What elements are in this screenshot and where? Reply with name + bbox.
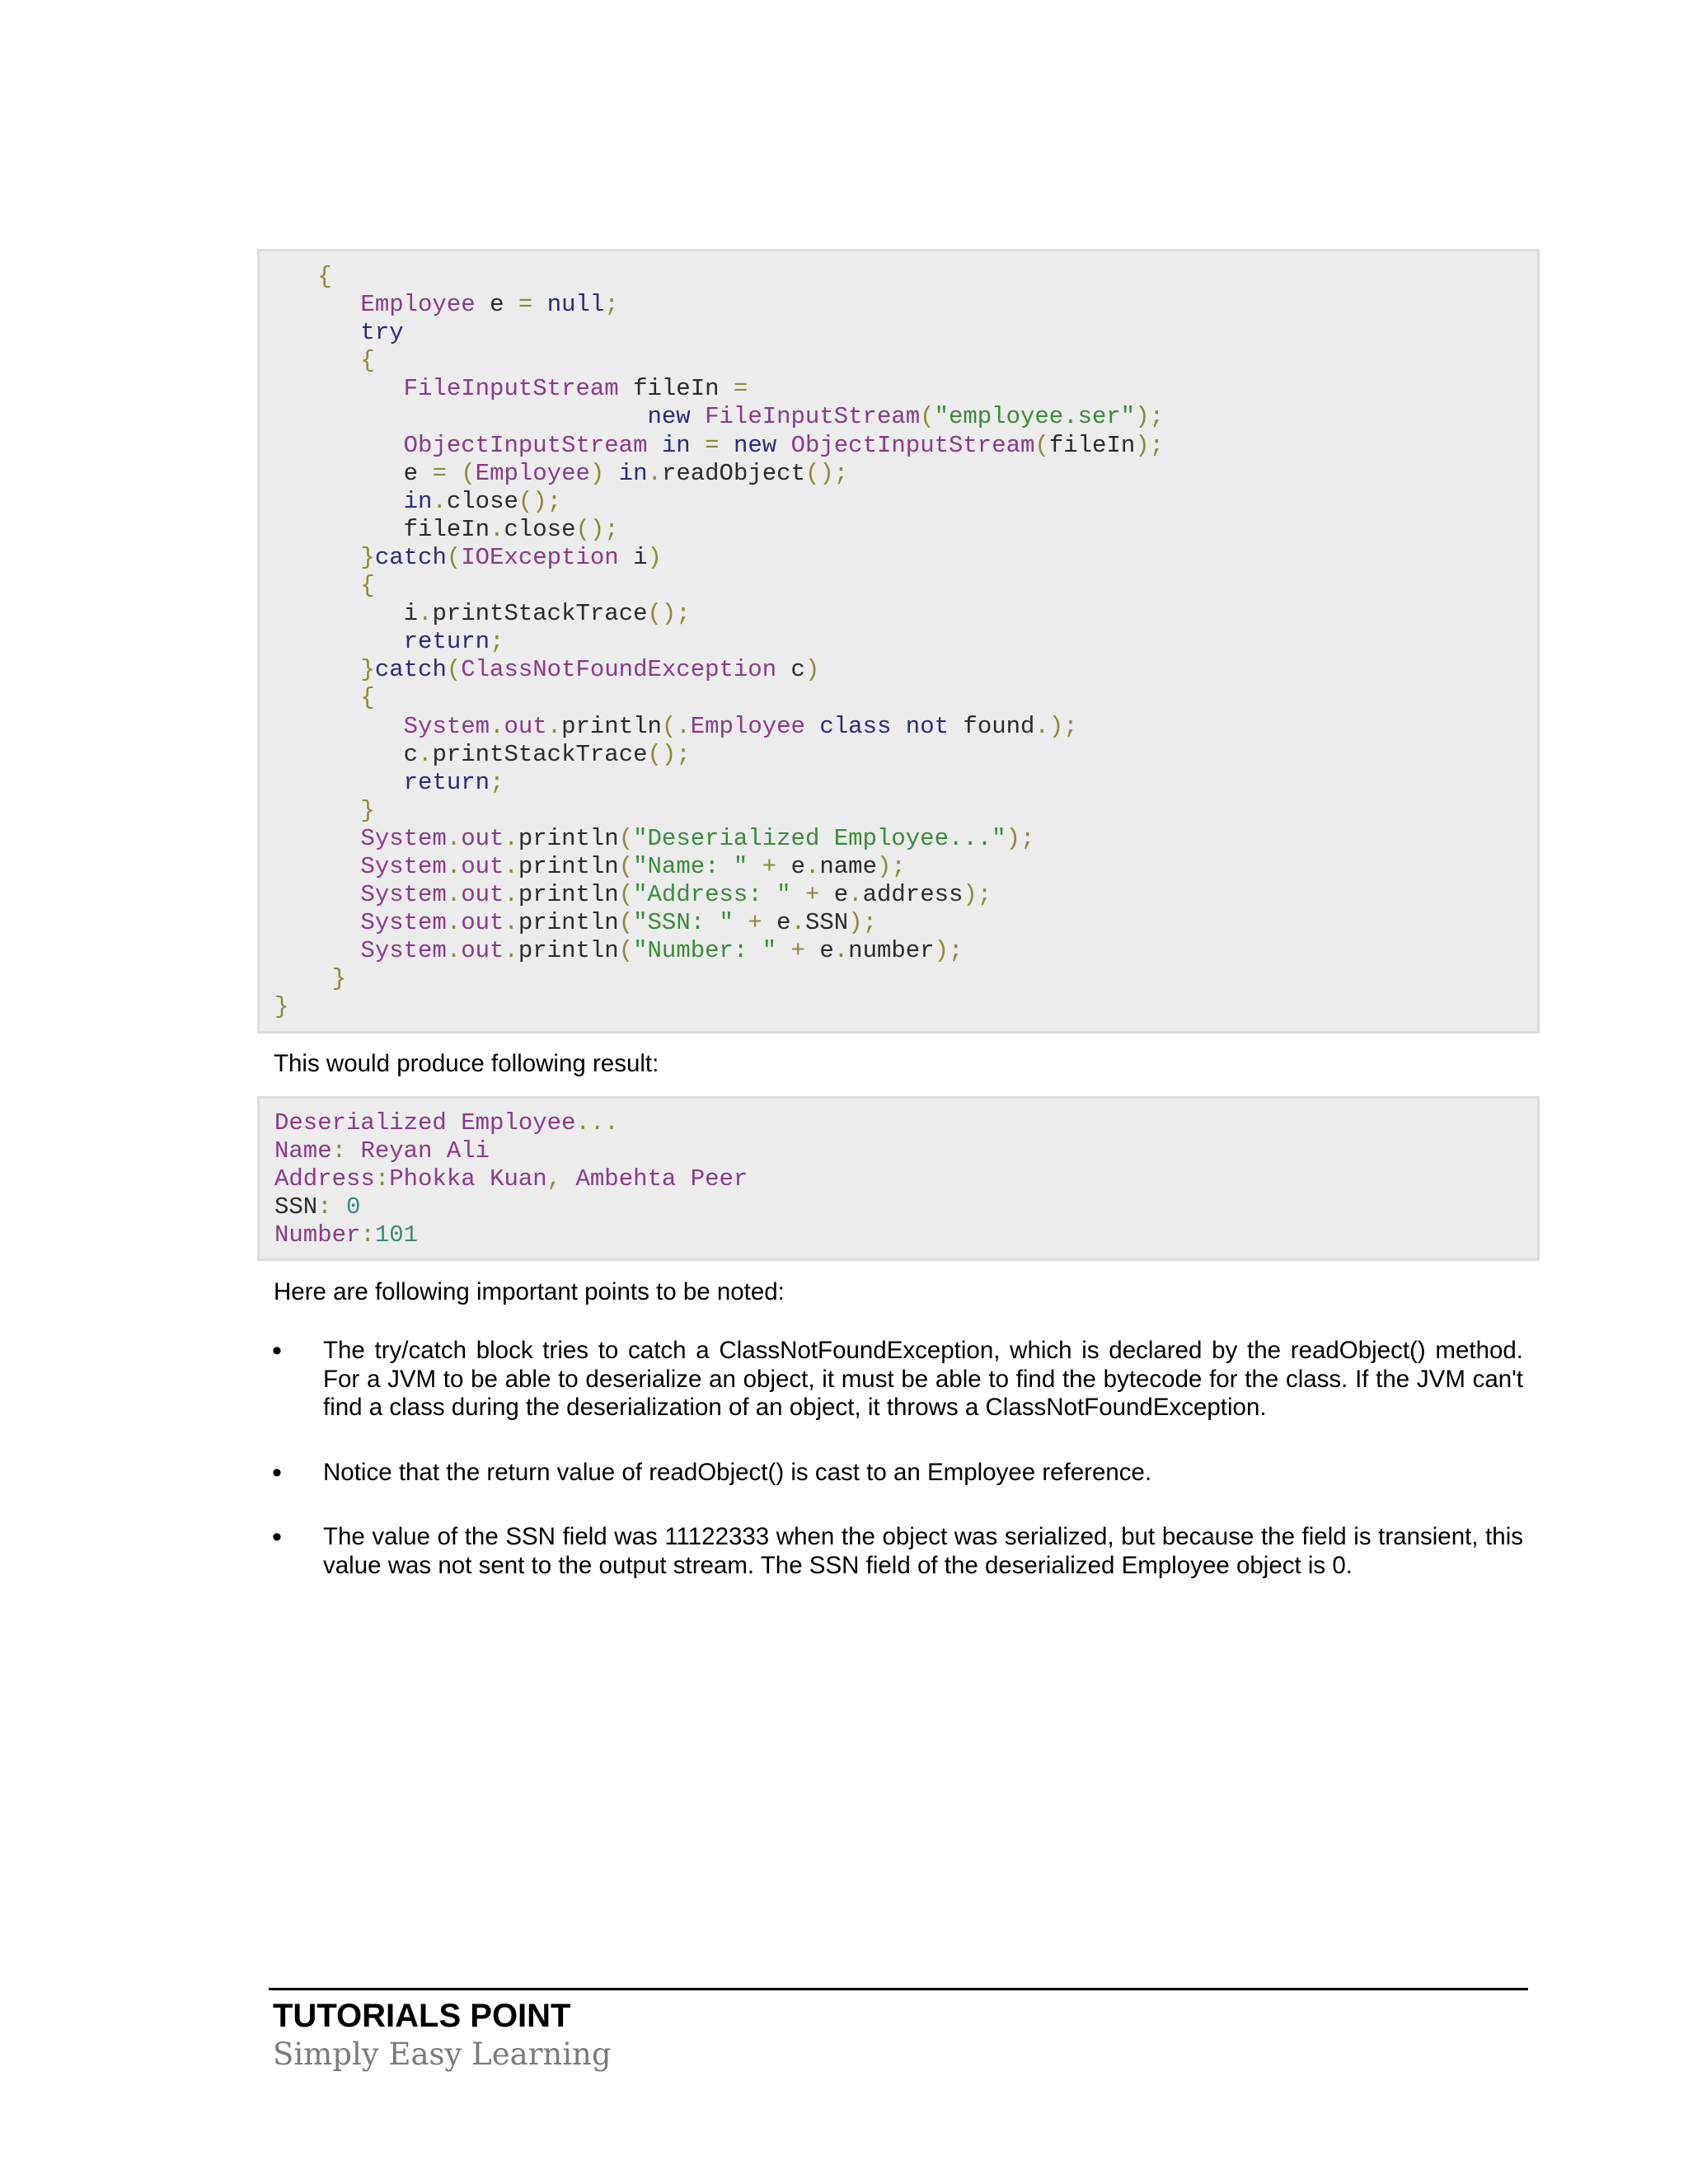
footer-divider	[269, 1988, 1528, 1990]
code-line: System.out.println("Deserialized Employee...");	[360, 824, 1035, 852]
code-line: in.close();	[403, 487, 562, 515]
notes-list-item: • Notice that the return value of readObject() is cast to an Employee reference.	[272, 1459, 1523, 1488]
code-line: FileInputStream fileIn =	[403, 375, 748, 403]
code-line: {	[360, 347, 375, 375]
code-line: ObjectInputStream in = new ObjectInputStream(fileIn);	[403, 431, 1165, 459]
result-intro-text: This would produce following result:	[274, 1050, 659, 1077]
code-block-deserialize	[257, 249, 1540, 1033]
notes-list-item: • The value of the SSN field was 11122333 when the object was serialized, but because the field is transient, this value was not sent to the output stream. The SSN field of the deserialized Employee object is 0.	[272, 1523, 1523, 1580]
code-line: }	[274, 993, 289, 1021]
output-content	[260, 1099, 1537, 1249]
code-line: e = (Employee) in.readObject();	[403, 459, 849, 487]
code-line: System.out.println(.Employee class not found.);	[403, 712, 1078, 740]
code-line: System.out.println("SSN: " + e.SSN);	[360, 909, 877, 937]
code-line: i.printStackTrace();	[403, 600, 691, 628]
footer-brand-tagline: Simply Easy Learning	[273, 2036, 612, 2072]
code-line: Employee e = null;	[360, 291, 619, 319]
code-line: }	[331, 965, 347, 993]
code-line: System.out.println("Address: " + e.address);	[360, 881, 992, 909]
code-line: SSN: 0	[274, 1193, 361, 1221]
code-line: try	[360, 319, 404, 347]
code-line: }catch(IOException i)	[360, 543, 662, 571]
code-line: new FileInputStream("employee.ser");	[647, 403, 1165, 431]
code-line: Deserialized Employee...	[274, 1109, 619, 1137]
code-line: System.out.println("Name: " + e.name);	[360, 852, 906, 880]
code-line: }	[360, 796, 375, 824]
notes-list	[272, 1337, 1523, 1616]
code-line: }catch(ClassNotFoundException c)	[360, 656, 820, 684]
code-line: return;	[403, 768, 504, 796]
code-line: Number:101	[274, 1221, 419, 1249]
code-line: {	[317, 263, 332, 290]
code-line: return;	[403, 628, 504, 656]
code-content	[260, 251, 1537, 1022]
points-intro-text: Here are following important points to be noted:	[274, 1278, 785, 1305]
code-line: c.printStackTrace();	[403, 740, 691, 768]
code-line: {	[360, 572, 375, 600]
code-block-output	[257, 1096, 1540, 1261]
code-line: {	[360, 684, 375, 712]
code-line: fileIn.close();	[403, 515, 619, 543]
code-line: Name: Reyan Ali	[274, 1137, 490, 1165]
code-line: System.out.println("Number: " + e.number);	[360, 937, 964, 965]
footer-brand-title: TUTORIALS POINT	[273, 1998, 571, 2034]
code-line: Address:Phokka Kuan, Ambehta Peer	[274, 1165, 748, 1193]
notes-list-item: • The try/catch block tries to catch a ClassNotFoundException, which is declared by the readObject() method. For a JVM to be able to deserialize an object, it must be able to find the bytecode for the class. If the JVM can't find a class during the deserialization of an object, it throws a ClassNotFoundException.	[272, 1337, 1523, 1422]
